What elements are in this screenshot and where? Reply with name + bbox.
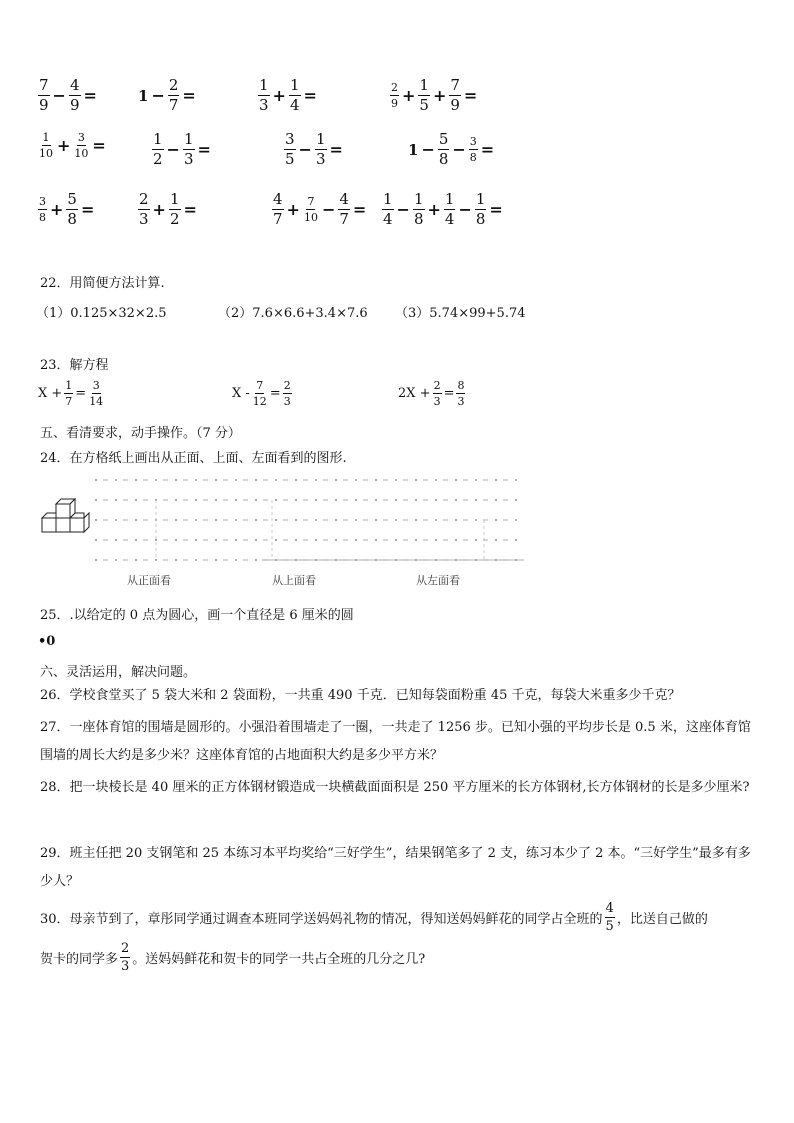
grid-dot: [375, 539, 377, 541]
grid-dot: [495, 499, 497, 501]
grid-dot: [215, 559, 217, 561]
operator: −: [396, 200, 410, 219]
grid-dot: [235, 499, 237, 501]
arith-expression: [38, 78, 98, 113]
q22-item-3: （3）5.74×99+5.74: [395, 306, 526, 321]
grid-dot: [135, 559, 137, 561]
grid-dot: [175, 539, 177, 541]
equation-3: 2X + $\frac{2}{3}$ = $\frac{8}{3}$: [398, 379, 465, 408]
grid-dot: [515, 479, 517, 481]
grid-dot: [235, 559, 237, 561]
operator: −: [458, 200, 472, 219]
fraction: $\frac{2}{3}$: [139, 190, 149, 228]
operator: =: [303, 86, 317, 105]
grid-dot: [315, 499, 317, 501]
grid-dot: [335, 519, 337, 521]
arith-expression: [138, 78, 197, 113]
grid-dot: [375, 519, 377, 521]
fraction: $\frac{3}{10}$: [74, 131, 89, 160]
grid-dot: [455, 499, 457, 501]
equation-2: X - $\frac{7}{12}$ = $\frac{2}{3}$: [232, 379, 291, 408]
fraction: $\frac{4}{7}$: [339, 190, 349, 228]
operator: =: [489, 200, 503, 219]
operator: −: [298, 140, 312, 159]
q22-item-2: （2）7.6×6.6+3.4×7.6: [218, 306, 368, 321]
operator: =: [329, 140, 343, 159]
grid-dot: [195, 559, 197, 561]
arith-expression: [382, 192, 504, 227]
grid-dot: [515, 499, 517, 501]
grid-dot: [235, 479, 237, 481]
fraction: $\frac{1}{3}$: [183, 130, 194, 168]
fraction: $\frac{1}{5}$: [419, 76, 429, 114]
fraction: $\frac{1}{3}$: [259, 76, 269, 114]
grid-dot: [135, 499, 137, 501]
operator: −: [452, 140, 466, 159]
number: 1: [408, 140, 419, 159]
grid-dot: [395, 539, 397, 541]
grid-dot: [155, 539, 157, 541]
grid-dot: [255, 539, 257, 541]
grid-dot: [495, 539, 497, 541]
caption-front-view: 从正面看: [127, 574, 171, 587]
grid-dot: [195, 479, 197, 481]
fraction: $\frac{2}{9}$: [391, 81, 398, 110]
grid-dot: [415, 479, 417, 481]
grid-dot: [515, 519, 517, 521]
operator: =: [480, 140, 495, 159]
arith-expression: [272, 192, 367, 227]
grid-dot: [475, 539, 477, 541]
q23-title: 23．解方程: [40, 358, 109, 373]
arith-expression: [284, 132, 344, 167]
fraction: $\frac{3}{5}$: [285, 130, 295, 168]
grid-dot: [315, 539, 317, 541]
fraction: $\frac{1}{4}$: [444, 190, 455, 228]
fraction: $\frac{1}{2}$: [169, 190, 180, 228]
grid-dot: [255, 479, 257, 481]
fraction: $\frac{1}{8}$: [475, 190, 486, 228]
grid-dot: [515, 539, 517, 541]
fraction: $\frac{1}{2}$: [153, 130, 163, 168]
grid-dot: [295, 479, 297, 481]
grid-dot: [275, 479, 277, 481]
grid-dot: [195, 539, 197, 541]
operator: −: [421, 140, 435, 159]
section-5-heading: 五、看清要求，动手操作。（7 分）: [40, 426, 241, 441]
grid-dot: [435, 539, 437, 541]
grid-dot: [335, 499, 337, 501]
q22-title: 22．用简便方法计算.: [40, 276, 165, 291]
grid-dot: [255, 559, 257, 561]
grid-dot: [395, 499, 397, 501]
fraction: $\frac{1}{4}$: [289, 76, 300, 114]
operator: =: [80, 200, 95, 219]
grid-dot: [175, 559, 177, 561]
operator: +: [57, 136, 71, 155]
grid-dot: [275, 539, 277, 541]
fraction: $\frac{3}{8}$: [39, 195, 46, 224]
grid-dot: [115, 479, 117, 481]
center-point-o[interactable]: •0: [38, 634, 56, 649]
arith-expression: [38, 132, 107, 159]
grid-dot: [495, 519, 497, 521]
grid-dot: [435, 499, 437, 501]
grid-dot: [135, 539, 137, 541]
fraction: $\frac{3}{8}$: [469, 135, 477, 164]
operator: +: [432, 86, 447, 105]
fraction: $\frac{1}{3}$: [315, 130, 326, 168]
operator: −: [52, 86, 66, 105]
equation-1: X + $\frac{1}{7}$ = $\frac{3}{14}$: [38, 379, 104, 408]
grid-dot: [435, 479, 437, 481]
arith-expression: [390, 78, 478, 113]
grid-dot: [395, 479, 397, 481]
grid-dot: [435, 519, 437, 521]
operator: −: [166, 140, 180, 159]
cube-stack-figure: [40, 496, 90, 536]
grid-dot: [115, 539, 117, 541]
arith-expression: [258, 78, 318, 113]
grid-dot: [135, 479, 137, 481]
grid-dot: [215, 479, 217, 481]
grid-dot: [455, 519, 457, 521]
fraction: $\frac{2}{7}$: [168, 76, 179, 114]
grid-dot: [195, 519, 197, 521]
grid-dot: [175, 519, 177, 521]
grid-dot: [215, 499, 217, 501]
grid-dot: [235, 539, 237, 541]
q30-line-2: 贺卡的同学多 $\frac{2}{3}$ 。送妈妈鲜花和贺卡的同学一共占全班的几分之几?: [40, 941, 426, 974]
fraction: $\frac{4}{7}$: [273, 190, 283, 228]
operator: +: [427, 200, 441, 219]
q26-text: 26．学校食堂买了 5 袋大米和 2 袋面粉，一共重 490 千克．已知每袋面粉重 45 千克，每袋大米重多少千克？: [40, 688, 681, 703]
grid-dot: [335, 539, 337, 541]
arith-expression: [408, 132, 495, 167]
grid-dot: [475, 499, 477, 501]
grid-dot: [315, 479, 317, 481]
grid-dot: [135, 519, 137, 521]
grid-dot: [255, 499, 257, 501]
fraction: $\frac{1}{8}$: [413, 190, 424, 228]
dot-grid-paper[interactable]: [92, 476, 532, 566]
operator: +: [272, 86, 286, 105]
fraction: $\frac{1}{4}$: [383, 190, 393, 228]
fraction: $\frac{7}{10}$: [303, 195, 318, 224]
grid-dot: [455, 539, 457, 541]
grid-dot: [95, 499, 97, 501]
operator: =: [183, 200, 197, 219]
grid-dot: [495, 479, 497, 481]
arith-expression: [38, 192, 95, 227]
grid-dot: [95, 519, 97, 521]
grid-dot: [155, 479, 157, 481]
operator: =: [83, 86, 97, 105]
operator: +: [402, 86, 416, 105]
fraction: $\frac{4}{9}$: [69, 76, 80, 114]
operator: =: [352, 200, 367, 219]
q27-text: 27．一座体育馆的围墙是圆形的。小强沿着围墙走了一圈，一共走了 1256 步。已知小强的平均步长是 0.5 米，这座体育馆围墙的周长大约是多少米？这座体育馆的占地面积大约是多少平方米？: [40, 720, 751, 763]
q25-title: 25．.以给定的 0 点为圆心，画一个直径是 6 厘米的圆: [40, 608, 354, 623]
fraction: $\frac{5}{8}$: [438, 130, 449, 168]
grid-dot: [415, 499, 417, 501]
fraction: $\frac{7}{9}$: [39, 76, 49, 114]
grid-dot: [355, 539, 357, 541]
operator: −: [151, 86, 165, 105]
grid-dot: [115, 559, 117, 561]
arith-expression: [138, 192, 198, 227]
grid-dot: [95, 539, 97, 541]
number: 1: [138, 86, 149, 105]
grid-dot: [275, 519, 277, 521]
grid-dot: [95, 479, 97, 481]
operator: +: [286, 200, 300, 219]
operator: =: [197, 140, 211, 159]
grid-dot: [195, 499, 197, 501]
fraction: $\frac{1}{10}$: [39, 131, 53, 160]
q30-line-1: 30．母亲节到了，章彤同学通过调查本班同学送妈妈礼物的情况，得知送妈妈鲜花的同学占全班的 $\frac{4}{5}$ ，比送自己做的: [40, 901, 708, 934]
grid-dot: [395, 519, 397, 521]
grid-dot: [335, 479, 337, 481]
caption-top-view: 从上面看: [272, 574, 316, 587]
section-6-heading: 六、灵活运用，解决问题。: [40, 665, 197, 680]
grid-dot: [415, 519, 417, 521]
operator: −: [321, 200, 336, 219]
grid-dot: [295, 539, 297, 541]
q29-text: 29．班主任把 20 支钢笔和 25 本练习本平均奖给“三好学生”，结果钢笔多了 2 支，练习本少了 2 本。“三好学生”最多有多少人？: [40, 846, 751, 889]
grid-dot: [355, 479, 357, 481]
grid-dot: [275, 499, 277, 501]
grid-dot: [375, 499, 377, 501]
grid-dot: [475, 479, 477, 481]
grid-dot: [355, 499, 357, 501]
operator: =: [92, 136, 106, 155]
grid-dot: [215, 519, 217, 521]
operator: =: [463, 86, 478, 105]
operator: +: [50, 200, 64, 219]
operator: =: [182, 86, 196, 105]
operator: +: [152, 200, 166, 219]
grid-dot: [255, 519, 257, 521]
fraction: $\frac{7}{9}$: [450, 76, 460, 114]
q28-text: 28．把一块棱长是 40 厘米的正方体钢材锻造成一块横截面面积是 250 平方厘米的长方体钢材,长方体钢材的长是多少厘米?: [40, 780, 750, 795]
q22-item-1: （1）0.125×32×2.5: [36, 306, 167, 321]
q24-title: 24．在方格纸上画出从正面、上面、左面看到的图形.: [40, 451, 347, 466]
grid-dot: [175, 479, 177, 481]
grid-dot: [115, 519, 117, 521]
grid-dot: [475, 519, 477, 521]
grid-dot: [455, 479, 457, 481]
fraction: $\frac{5}{8}$: [67, 190, 77, 228]
grid-dot: [415, 539, 417, 541]
caption-left-view: 从左面看: [416, 574, 460, 587]
grid-dot: [295, 519, 297, 521]
grid-dot: [235, 519, 237, 521]
grid-dot: [175, 499, 177, 501]
grid-dot: [315, 519, 317, 521]
grid-dot: [115, 499, 117, 501]
arith-expression: [152, 132, 212, 167]
grid-dot: [375, 479, 377, 481]
grid-dot: [95, 559, 97, 561]
grid-dot: [215, 539, 217, 541]
grid-dot: [295, 499, 297, 501]
grid-dot: [355, 519, 357, 521]
